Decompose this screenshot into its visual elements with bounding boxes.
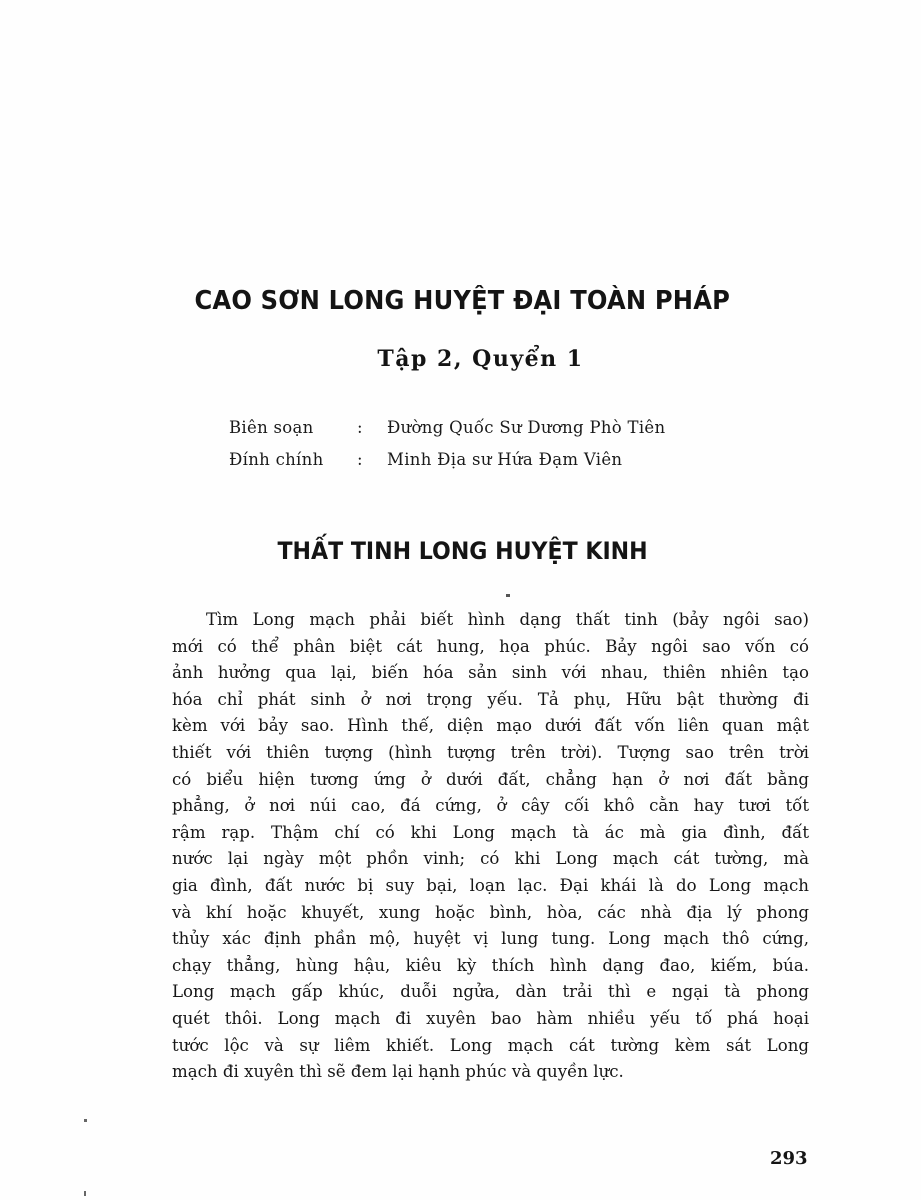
credit-value: Đường Quốc Sư Dương Phò Tiên bbox=[387, 417, 666, 437]
credit-separator: : bbox=[357, 417, 363, 437]
scan-speck bbox=[84, 1119, 87, 1122]
credit-label: Biên soạn bbox=[229, 417, 314, 437]
body-line: có biểu hiện tương ứng ở dưới đất, chẳng hạn ở nơi đất bằng bbox=[172, 769, 809, 789]
scan-speck bbox=[84, 1191, 86, 1196]
body-line: mạch đi xuyên thì sẽ đem lại hạnh phúc và quyền lực. bbox=[172, 1062, 624, 1082]
body-line: thiết với thiên tượng (hình tượng trên trời). Tượng sao trên trời bbox=[172, 742, 809, 762]
body-line: Tìm Long mạch phải biết hình dạng thất tinh (bảy ngôi sao) bbox=[206, 610, 809, 629]
credit-row-corrector bbox=[229, 443, 665, 475]
body-line: thủy xác định phần mộ, huyệt vị lung tung. Long mạch thô cứng, bbox=[172, 929, 809, 949]
credit-value: Minh Địa sư Hứa Đạm Viên bbox=[387, 449, 623, 469]
body-line: quét thôi. Long mạch đi xuyên bao hàm nhiều yếu tố phá hoại bbox=[172, 1008, 809, 1028]
body-line: mới có thể phân biệt cát hung, họa phúc. Bảy ngôi sao vốn có bbox=[172, 636, 809, 656]
body-line: hóa chỉ phát sinh ở nơi trọng yếu. Tả phụ, Hữu bật thường đi bbox=[172, 689, 809, 709]
body-line: chạy thẳng, hùng hậu, kiêu kỳ thích hình dạng đao, kiếm, búa. bbox=[172, 955, 809, 975]
body-line: và khí hoặc khuyết, xung hoặc bình, hòa, các nhà địa lý phong bbox=[172, 902, 809, 922]
body-line: ảnh hưởng qua lại, biến hóa sản sinh với nhau, thiên nhiên tạo bbox=[172, 663, 809, 683]
body-line: tước lộc và sự liêm khiết. Long mạch cát tường kèm sát Long bbox=[172, 1035, 809, 1055]
body-line: gia đình, đất nước bị suy bại, loạn lạc. Đại khái là do Long mạch bbox=[172, 875, 809, 895]
body-paragraph bbox=[172, 607, 809, 1086]
page-number: 293 bbox=[770, 1148, 808, 1169]
section-divider-mark bbox=[506, 594, 510, 597]
credit-label: Đính chính bbox=[229, 449, 324, 469]
book-subtitle: Tập 2, Quyển 1 bbox=[377, 346, 584, 372]
credit-separator: : bbox=[357, 449, 363, 469]
body-line: kèm với bảy sao. Hình thế, diện mạo dưới đất vốn liên quan mật bbox=[172, 716, 809, 736]
body-line: Long mạch gấp khúc, duỗi ngửa, dàn trải thì e ngại tà phong bbox=[172, 982, 809, 1002]
body-line: rậm rạp. Thậm chí có khi Long mạch tà ác mà gia đình, đất bbox=[172, 822, 809, 842]
credits-block bbox=[229, 411, 665, 475]
book-title: CAO SƠN LONG HUYỆT ĐẠI TOÀN PHÁP bbox=[194, 286, 731, 316]
section-title: THẤT TINH LONG HUYỆT KINH bbox=[277, 537, 648, 565]
body-line: phẳng, ở nơi núi cao, đá cứng, ở cây cối khô cằn hay tươi tốt bbox=[172, 796, 809, 816]
credit-row-editor bbox=[229, 411, 665, 443]
body-line: nước lại ngày một phồn vinh; có khi Long mạch cát tường, mà bbox=[172, 849, 809, 869]
